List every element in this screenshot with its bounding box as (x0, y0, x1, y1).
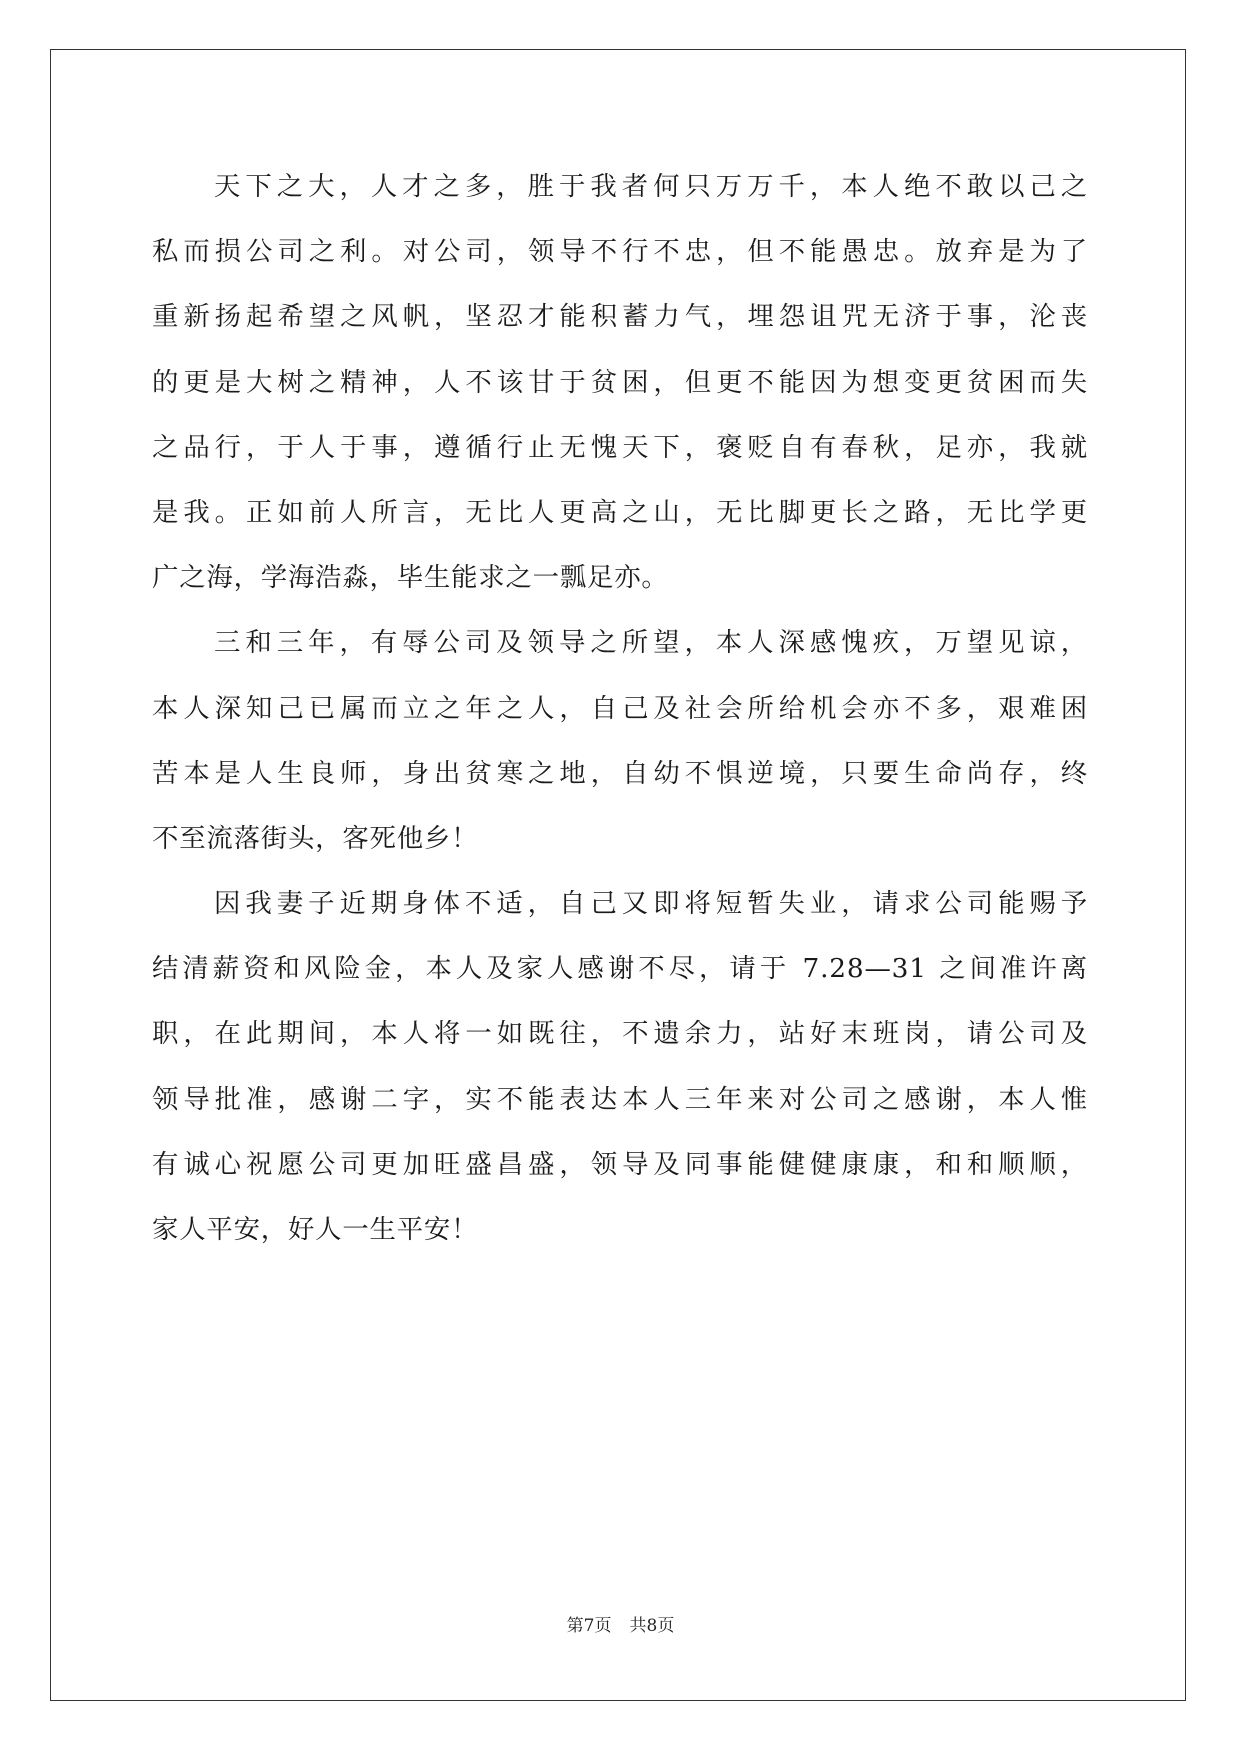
text-line: 重新扬起希望之风帆，坚忍才能积蓄力气，埋怨诅咒无济于事，沦丧 (152, 301, 1088, 333)
page-total: 共8页 (629, 1616, 675, 1636)
text-line: 广之海，学海浩淼，毕生能求之一瓢足亦。 (152, 562, 669, 594)
text-line: 的更是大树之精神，人不该甘于贫困，但更不能因为想变更贫困而失 (152, 366, 1088, 398)
text-line: 有诚心祝愿公司更加旺盛昌盛，领导及同事能健健康康，和和顺顺， (152, 1148, 1088, 1180)
text-line: 家人平安，好人一生平安！ (152, 1214, 479, 1245)
paragraph-3 (152, 871, 1088, 1262)
text-line: 因我妻子近期身体不适，自己又即将短暂失业，请求公司能赐予 (214, 888, 1088, 920)
text-line: 领导批准，感谢二字，实不能表达本人三年来对公司之感谢，本人惟 (152, 1083, 1088, 1115)
text-line: 是我。正如前人所言，无比人更高之山，无比脚更长之路，无比学更 (152, 496, 1088, 528)
text-line: 三和三年，有辱公司及领导之所望，本人深感愧疚，万望见谅， (214, 627, 1088, 659)
text-line: 职，在此期间，本人将一如既往，不遗余力，站好末班岗，请公司及 (152, 1018, 1088, 1050)
text-line: 不至流落街头，客死他乡！ (152, 822, 479, 854)
document-body (152, 154, 1088, 1262)
text-line: 天下之大，人才之多，胜于我者何只万万千，本人绝不敢以己之 (214, 171, 1088, 202)
page-number-footer (0, 1611, 1241, 1636)
text-line: 苦本是人生良师，身出贫寒之地，自幼不惧逆境，只要生命尚存，终 (152, 757, 1088, 789)
paragraph-2 (152, 610, 1088, 871)
text-line: 本人深知己已属而立之年之人，自己及社会所给机会亦不多，艰难困 (152, 692, 1088, 724)
page-current: 第7页 (566, 1616, 612, 1636)
paragraph-1 (152, 154, 1088, 610)
text-line: 结清薪资和风险金，本人及家人感谢不尽，请于 7.28—31 之间准许离 (152, 953, 1088, 985)
text-line: 私而损公司之利。对公司，领导不行不忠，但不能愚忠。放弃是为了 (152, 236, 1088, 268)
text-line: 之品行，于人于事，遵循行止无愧天下，褒贬自有春秋，足亦，我就 (152, 431, 1088, 463)
